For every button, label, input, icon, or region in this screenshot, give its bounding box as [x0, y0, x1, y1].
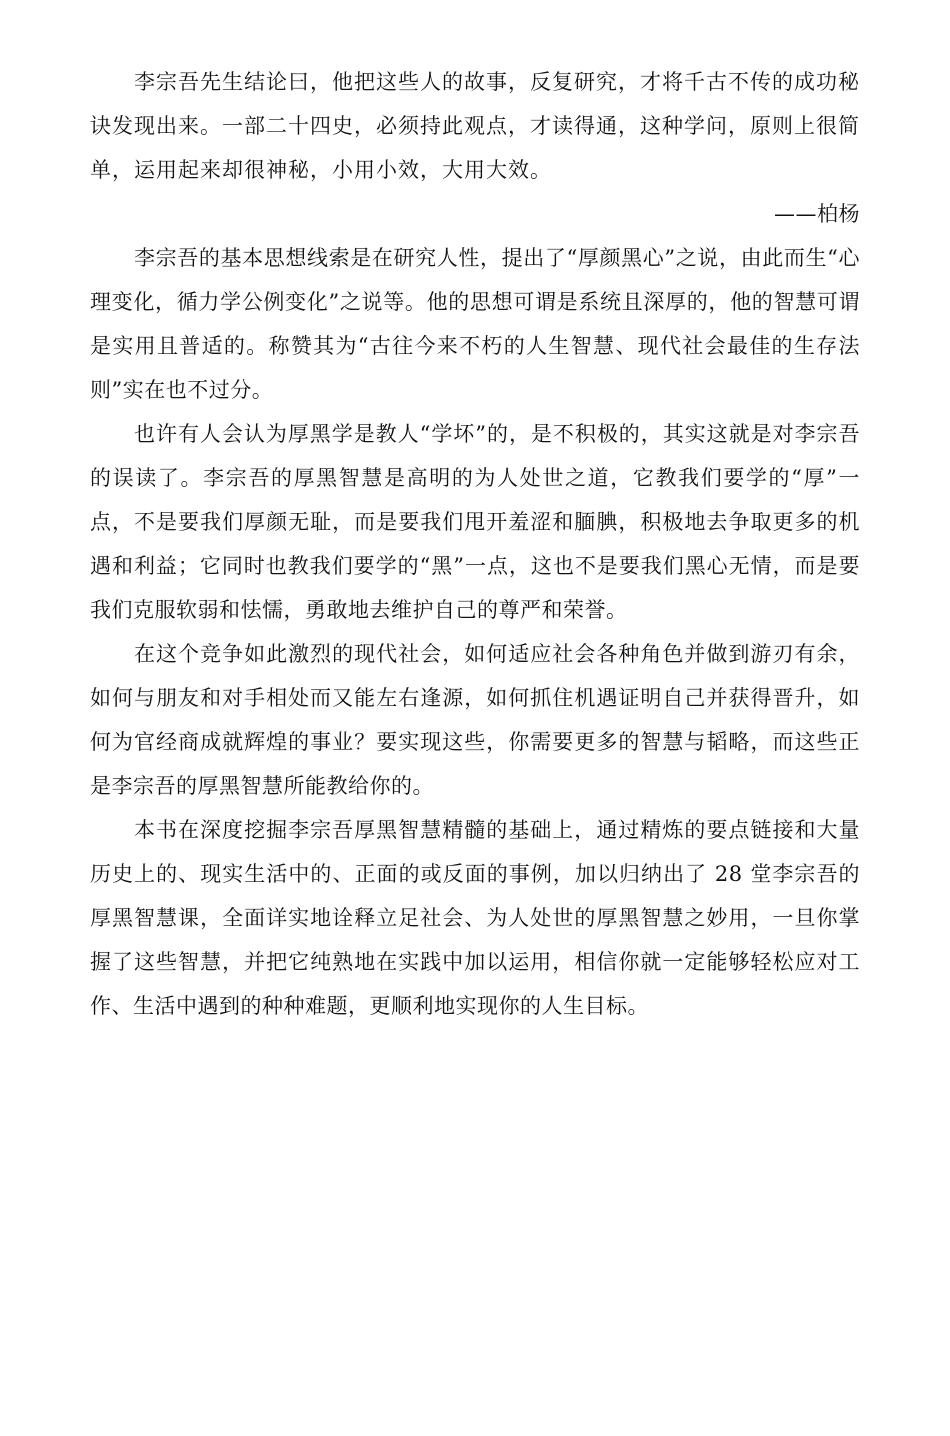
body-paragraph-2: 也许有人会认为厚黑学是教人“学坏”的，是不积极的，其实这就是对李宗吾的误读了。李宗吾的厚黑智慧是高明的为人处世之道，它教我们要学的“厚”一点，不是要我们厚颜无耻，而是要我们甩开羞涩和腼腆，积极地去争取更多的机遇和利益；它同时也教我们要学的“黑”一点，这也不是要我们黑心无情，而是要我们克服软弱和怯懦，勇敢地去维护自己的尊严和荣誉。 [90, 422, 860, 622]
body-paragraph-4: 本书在深度挖掘李宗吾厚黑智慧精髓的基础上，通过精炼的要点链接和大量历史上的、现实生活中的、正面的或反面的事例，加以归纳出了 28 堂李宗吾的厚黑智慧课，全面详实地诠释立足社会、为人处世的厚黑智慧之妙用，一旦你掌握了这些智慧，并把它纯熟地在实践中加以运用，相信你就一定能够轻松应对工作、生活中遇到的种种难题，更顺利地实现你的人生目标。 [90, 818, 860, 1018]
body-paragraph-3: 在这个竞争如此激烈的现代社会，如何适应社会各种角色并做到游刃有余，如何与朋友和对手相处而又能左右逢源，如何抓住机遇证明自己并获得晋升，如何为官经商成就辉煌的事业？要实现这些，你需要更多的智慧与韬略，而这些正是李宗吾的厚黑智慧所能教给你的。 [90, 642, 860, 798]
document-page [90, 60, 860, 1028]
body-paragraph-1: 李宗吾的基本思想线索是在研究人性，提出了“厚颜黑心”之说，由此而生“心理变化，循力学公例变化”之说等。他的思想可谓是系统且深厚的，他的智慧可谓是实用且普适的。称赞其为“古往今来不朽的人生智慧、现代社会最佳的生存法则”实在也不过分。 [90, 246, 860, 402]
quote-paragraph: 李宗吾先生结论曰，他把这些人的故事，反复研究，才将千古不传的成功秘诀发现出来。一部二十四史，必须持此观点，才读得通，这种学问，原则上很简单，运用起来却很神秘，小用小效，大用大效。 [90, 70, 860, 182]
quote-attribution: ——柏杨 [774, 202, 860, 226]
